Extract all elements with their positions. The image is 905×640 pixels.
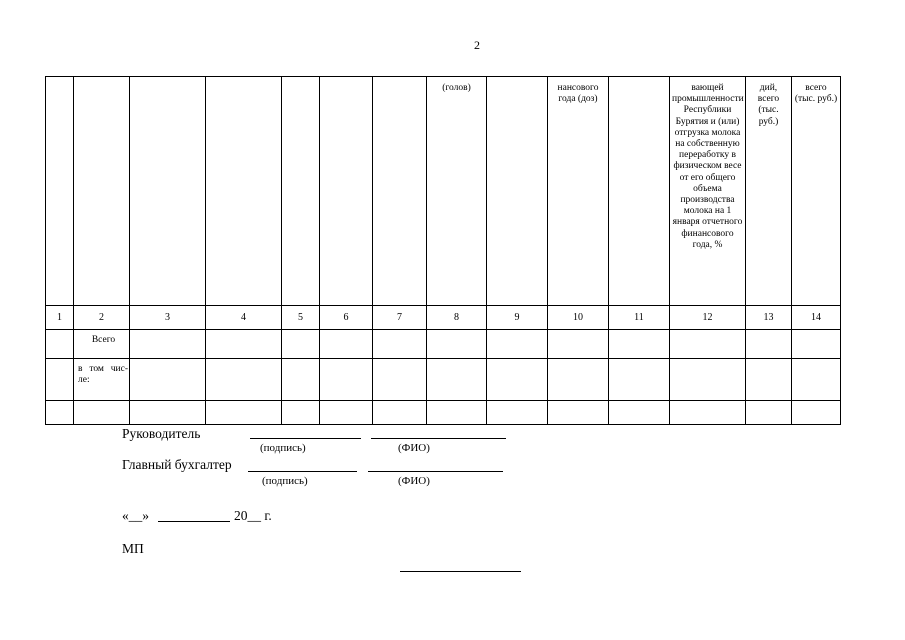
table-cell xyxy=(206,401,282,425)
header-cell xyxy=(320,77,373,306)
column-number: 9 xyxy=(487,306,548,330)
head-name-line xyxy=(371,438,506,439)
header-cell xyxy=(130,77,206,306)
header-cell: нансового года (доз) xyxy=(548,77,609,306)
date-year: 20__ г. xyxy=(234,508,272,523)
column-number: 7 xyxy=(373,306,427,330)
table-cell xyxy=(746,401,792,425)
table-cell xyxy=(427,359,487,401)
head-signature-caption: (подпись) xyxy=(260,442,306,454)
table-cell xyxy=(130,401,206,425)
column-number-row xyxy=(46,306,841,330)
table-cell xyxy=(792,401,841,425)
table-cell xyxy=(609,401,670,425)
table-cell xyxy=(320,359,373,401)
table-cell xyxy=(46,330,74,359)
row-label-including xyxy=(74,359,130,401)
table-cell xyxy=(46,401,74,425)
row-label-total: Всего xyxy=(74,330,130,359)
table-cell xyxy=(373,401,427,425)
table-cell xyxy=(609,359,670,401)
column-number: 8 xyxy=(427,306,487,330)
header-cell xyxy=(609,77,670,306)
table-cell xyxy=(282,401,320,425)
accountant-name-line xyxy=(368,471,503,472)
table-cell xyxy=(670,401,746,425)
table-cell xyxy=(282,330,320,359)
header-cell xyxy=(74,77,130,306)
table-cell xyxy=(746,330,792,359)
table-cell xyxy=(427,330,487,359)
head-label: Руководитель xyxy=(122,426,201,441)
report-table xyxy=(45,76,841,425)
column-number: 5 xyxy=(282,306,320,330)
stamp-label: МП xyxy=(122,541,144,556)
table-cell xyxy=(282,359,320,401)
table-row-total xyxy=(46,330,841,359)
table-cell xyxy=(130,359,206,401)
table-row-empty xyxy=(46,401,841,425)
table-cell xyxy=(206,330,282,359)
column-number: 12 xyxy=(670,306,746,330)
chief-accountant-label: Главный бухгалтер xyxy=(122,457,232,472)
table-cell xyxy=(746,359,792,401)
column-number: 14 xyxy=(792,306,841,330)
header-cell: вающей промышленности Республики Бурятия и (или) отгрузка молока на собственную переработку в физическом весе от его общего объема производства молока на 1 января отчетного финансового года, % xyxy=(670,77,746,306)
column-number: 10 xyxy=(548,306,609,330)
header-cell xyxy=(373,77,427,306)
accountant-signature-line xyxy=(248,471,357,472)
table-cell xyxy=(487,401,548,425)
table-cell xyxy=(670,359,746,401)
head-signature-line xyxy=(250,438,361,439)
table-cell xyxy=(74,401,130,425)
table-cell xyxy=(320,330,373,359)
header-cell: (голов) xyxy=(427,77,487,306)
table-cell xyxy=(609,330,670,359)
table-cell xyxy=(670,330,746,359)
bottom-line xyxy=(400,571,521,572)
column-number: 2 xyxy=(74,306,130,330)
accountant-name-caption: (ФИО) xyxy=(398,475,430,487)
date-month-line xyxy=(158,521,230,522)
table-row-including xyxy=(46,359,841,401)
table-cell xyxy=(130,330,206,359)
date-day: «__» xyxy=(122,508,149,523)
table-cell xyxy=(548,359,609,401)
header-cell xyxy=(282,77,320,306)
header-cell: всего (тыс. руб.) xyxy=(792,77,841,306)
table-header-row xyxy=(46,77,841,306)
table-cell xyxy=(548,330,609,359)
column-number: 3 xyxy=(130,306,206,330)
table-cell xyxy=(320,401,373,425)
accountant-signature-caption: (подпись) xyxy=(262,475,308,487)
row-label-line: в том чис- xyxy=(78,364,128,374)
column-number: 11 xyxy=(609,306,670,330)
table-cell xyxy=(548,401,609,425)
row-label-line: ле: xyxy=(78,375,90,386)
column-number: 6 xyxy=(320,306,373,330)
column-number: 4 xyxy=(206,306,282,330)
table-cell xyxy=(792,330,841,359)
table-cell xyxy=(792,359,841,401)
header-cell xyxy=(206,77,282,306)
table-cell xyxy=(427,401,487,425)
header-cell xyxy=(46,77,74,306)
table-cell xyxy=(487,330,548,359)
header-cell: дий, всего (тыс. руб.) xyxy=(746,77,792,306)
table-cell xyxy=(46,359,74,401)
head-name-caption: (ФИО) xyxy=(398,442,430,454)
table-cell xyxy=(373,330,427,359)
page-number: 2 xyxy=(474,38,480,52)
column-number: 13 xyxy=(746,306,792,330)
column-number: 1 xyxy=(46,306,74,330)
header-cell xyxy=(487,77,548,306)
table-cell xyxy=(373,359,427,401)
table-cell xyxy=(206,359,282,401)
table-cell xyxy=(487,359,548,401)
